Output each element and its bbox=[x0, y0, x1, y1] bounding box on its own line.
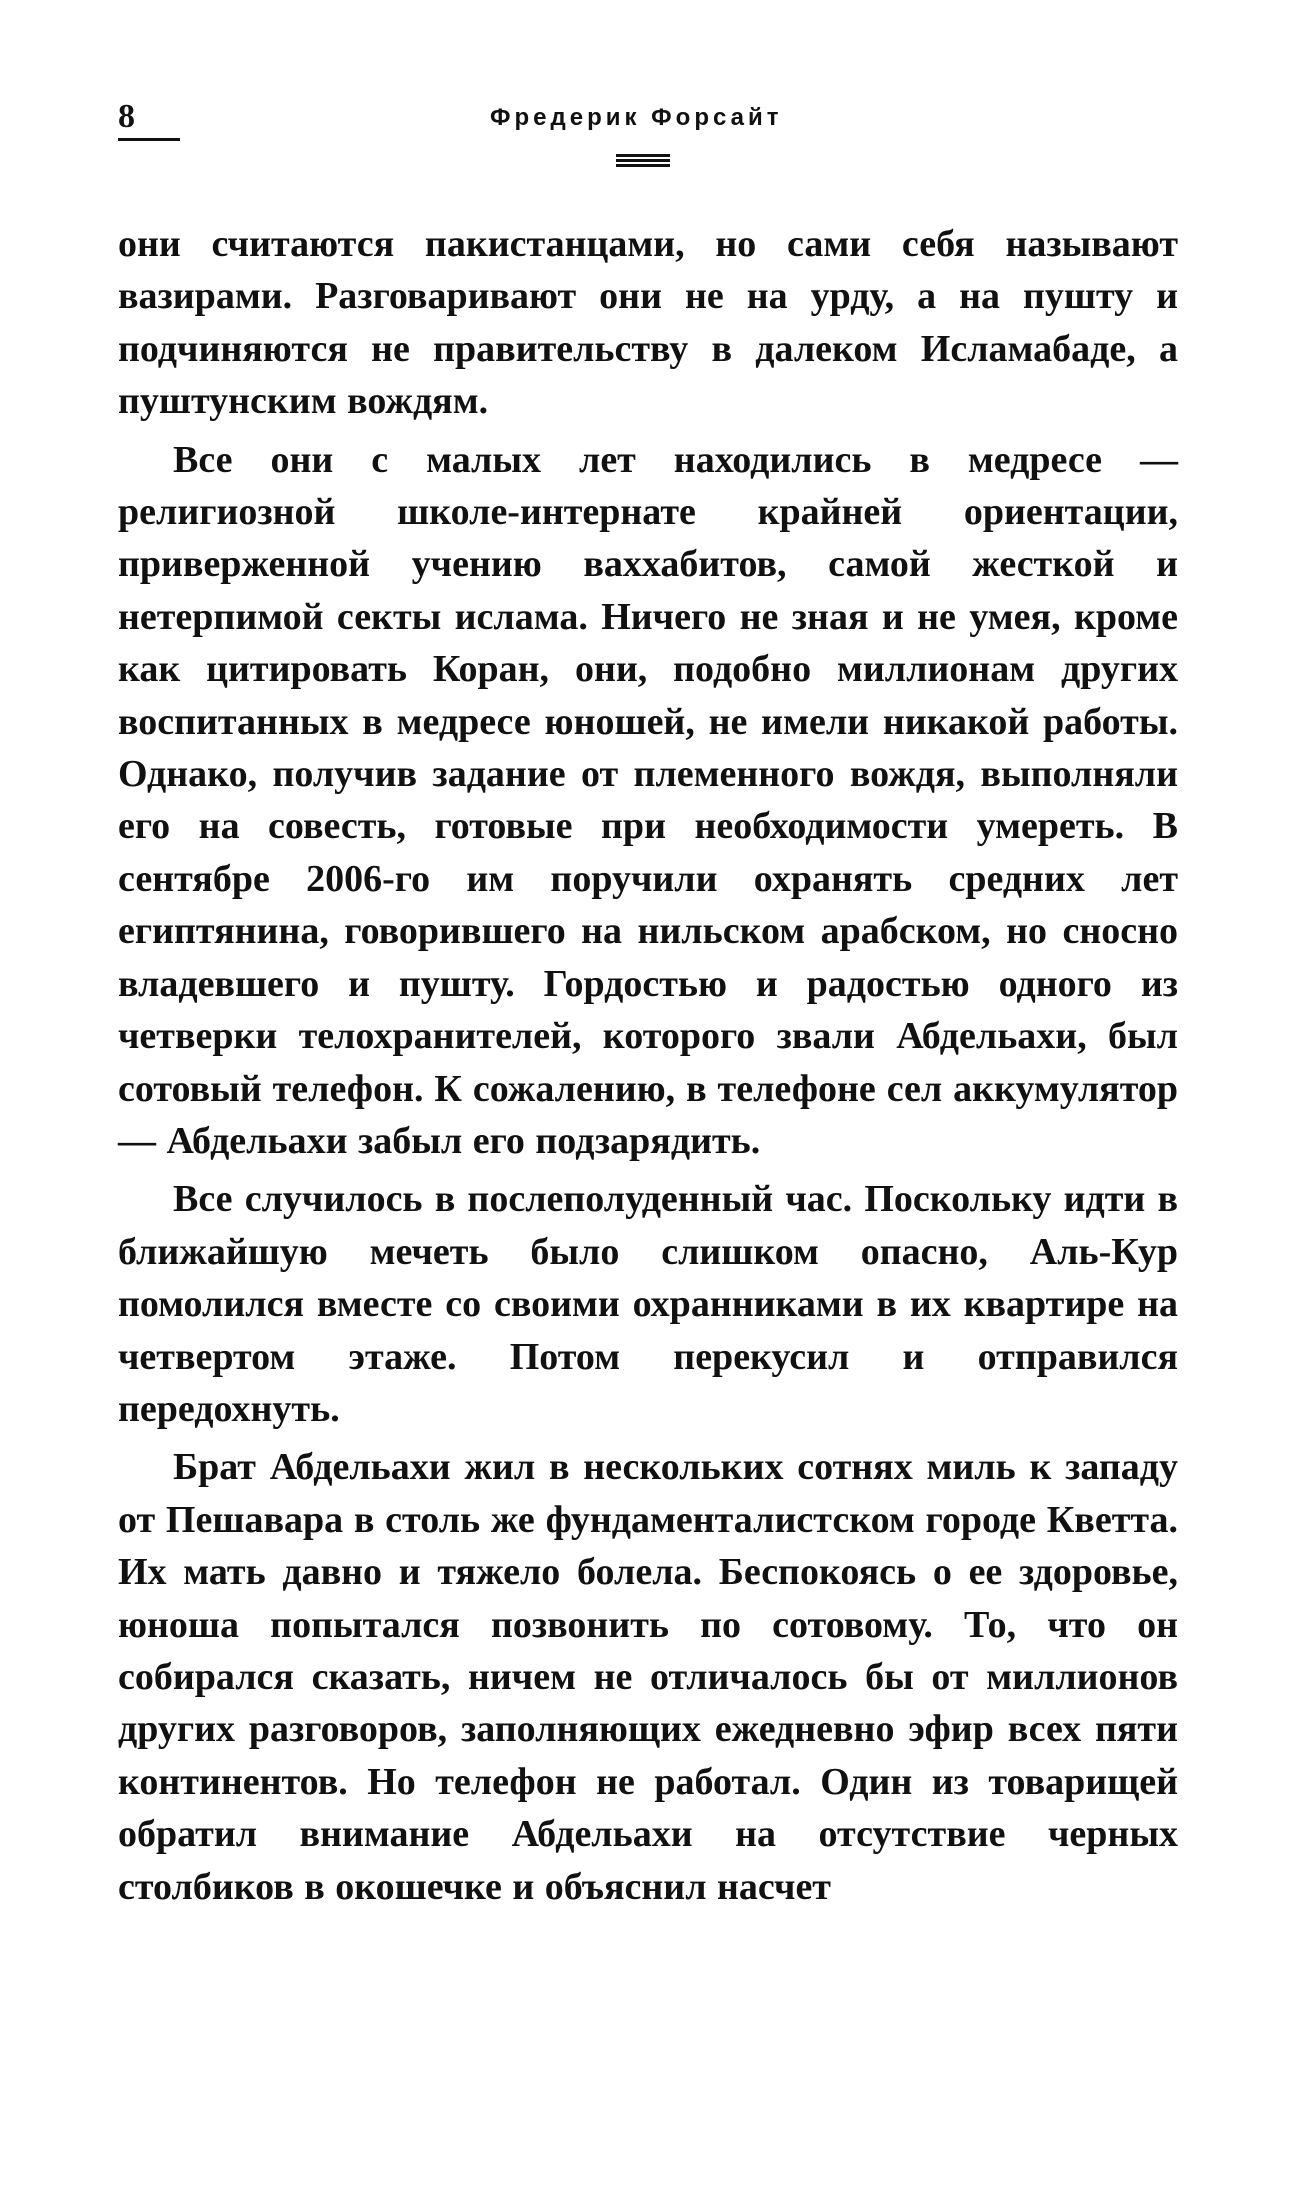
page-number: 8 bbox=[118, 98, 135, 135]
paragraph-2: Все они с малых лет находились в медресе — религиозной школе-интернате крайней ориентации, приверженной учению ваххабитов, самой жесткой и нетерпимой секты ислама. Ничего не зная и не умея, кроме как цитировать Коран, они, подобно миллионам других воспитанных в медресе юношей, не имели никакой работы. Однако, получив задание от племенного вождя, выполняли его на совесть, готовые при необходимости умереть. В сентябре 2006-го им поручили охранять средних лет египтянина, говорившего на нильском арабском, но сносно владевшего и пушту. Гордостью и радостью одного из четверки телохранителей, которого звали Абдельахи, был сотовый телефон. К сожалению, в телефоне сел аккумулятор — Абдельахи забыл его подзарядить. bbox=[118, 438, 1178, 1162]
page-number-underline bbox=[118, 138, 180, 141]
title-ornament-icon bbox=[616, 154, 670, 168]
page-header bbox=[118, 100, 1178, 180]
paragraph-4: Брат Абдельахи жил в нескольких сотнях миль к западу от Пешавара в столь же фундаменталистском городе Кветта. Их мать давно и тяжело болела. Беспокоясь о ее здоровье, юноша попытался позвонить по сотовому. То, что он собирался сказать, ничем не отличалось бы от миллионов других разговоров, заполняющих ежедневно эфир всех пяти континентов. Но телефон не работал. Один из товарищей обратил внимание Абдельахи на отсутствие черных столбиков в окошечке и объяснил насчет bbox=[118, 1446, 1178, 1908]
paragraph-1: они считаются пакистанцами, но сами себя называют вазирами. Разговаривают они не на урду, а на пушту и подчиняются не правительству в далеком Исламабаде, а пуштунским вождям. bbox=[118, 223, 1178, 423]
body-text bbox=[118, 218, 1178, 1919]
running-title: Фредерик Форсайт bbox=[490, 104, 783, 131]
paragraph-3: Все случилось в послеполуденный час. Поскольку идти в ближайшую мечеть было слишком опасно, Аль-Кур помолился вместе со своими охранниками в их квартире на четвертом этаже. Потом перекусил и отправился передохнуть. bbox=[118, 1178, 1178, 1430]
